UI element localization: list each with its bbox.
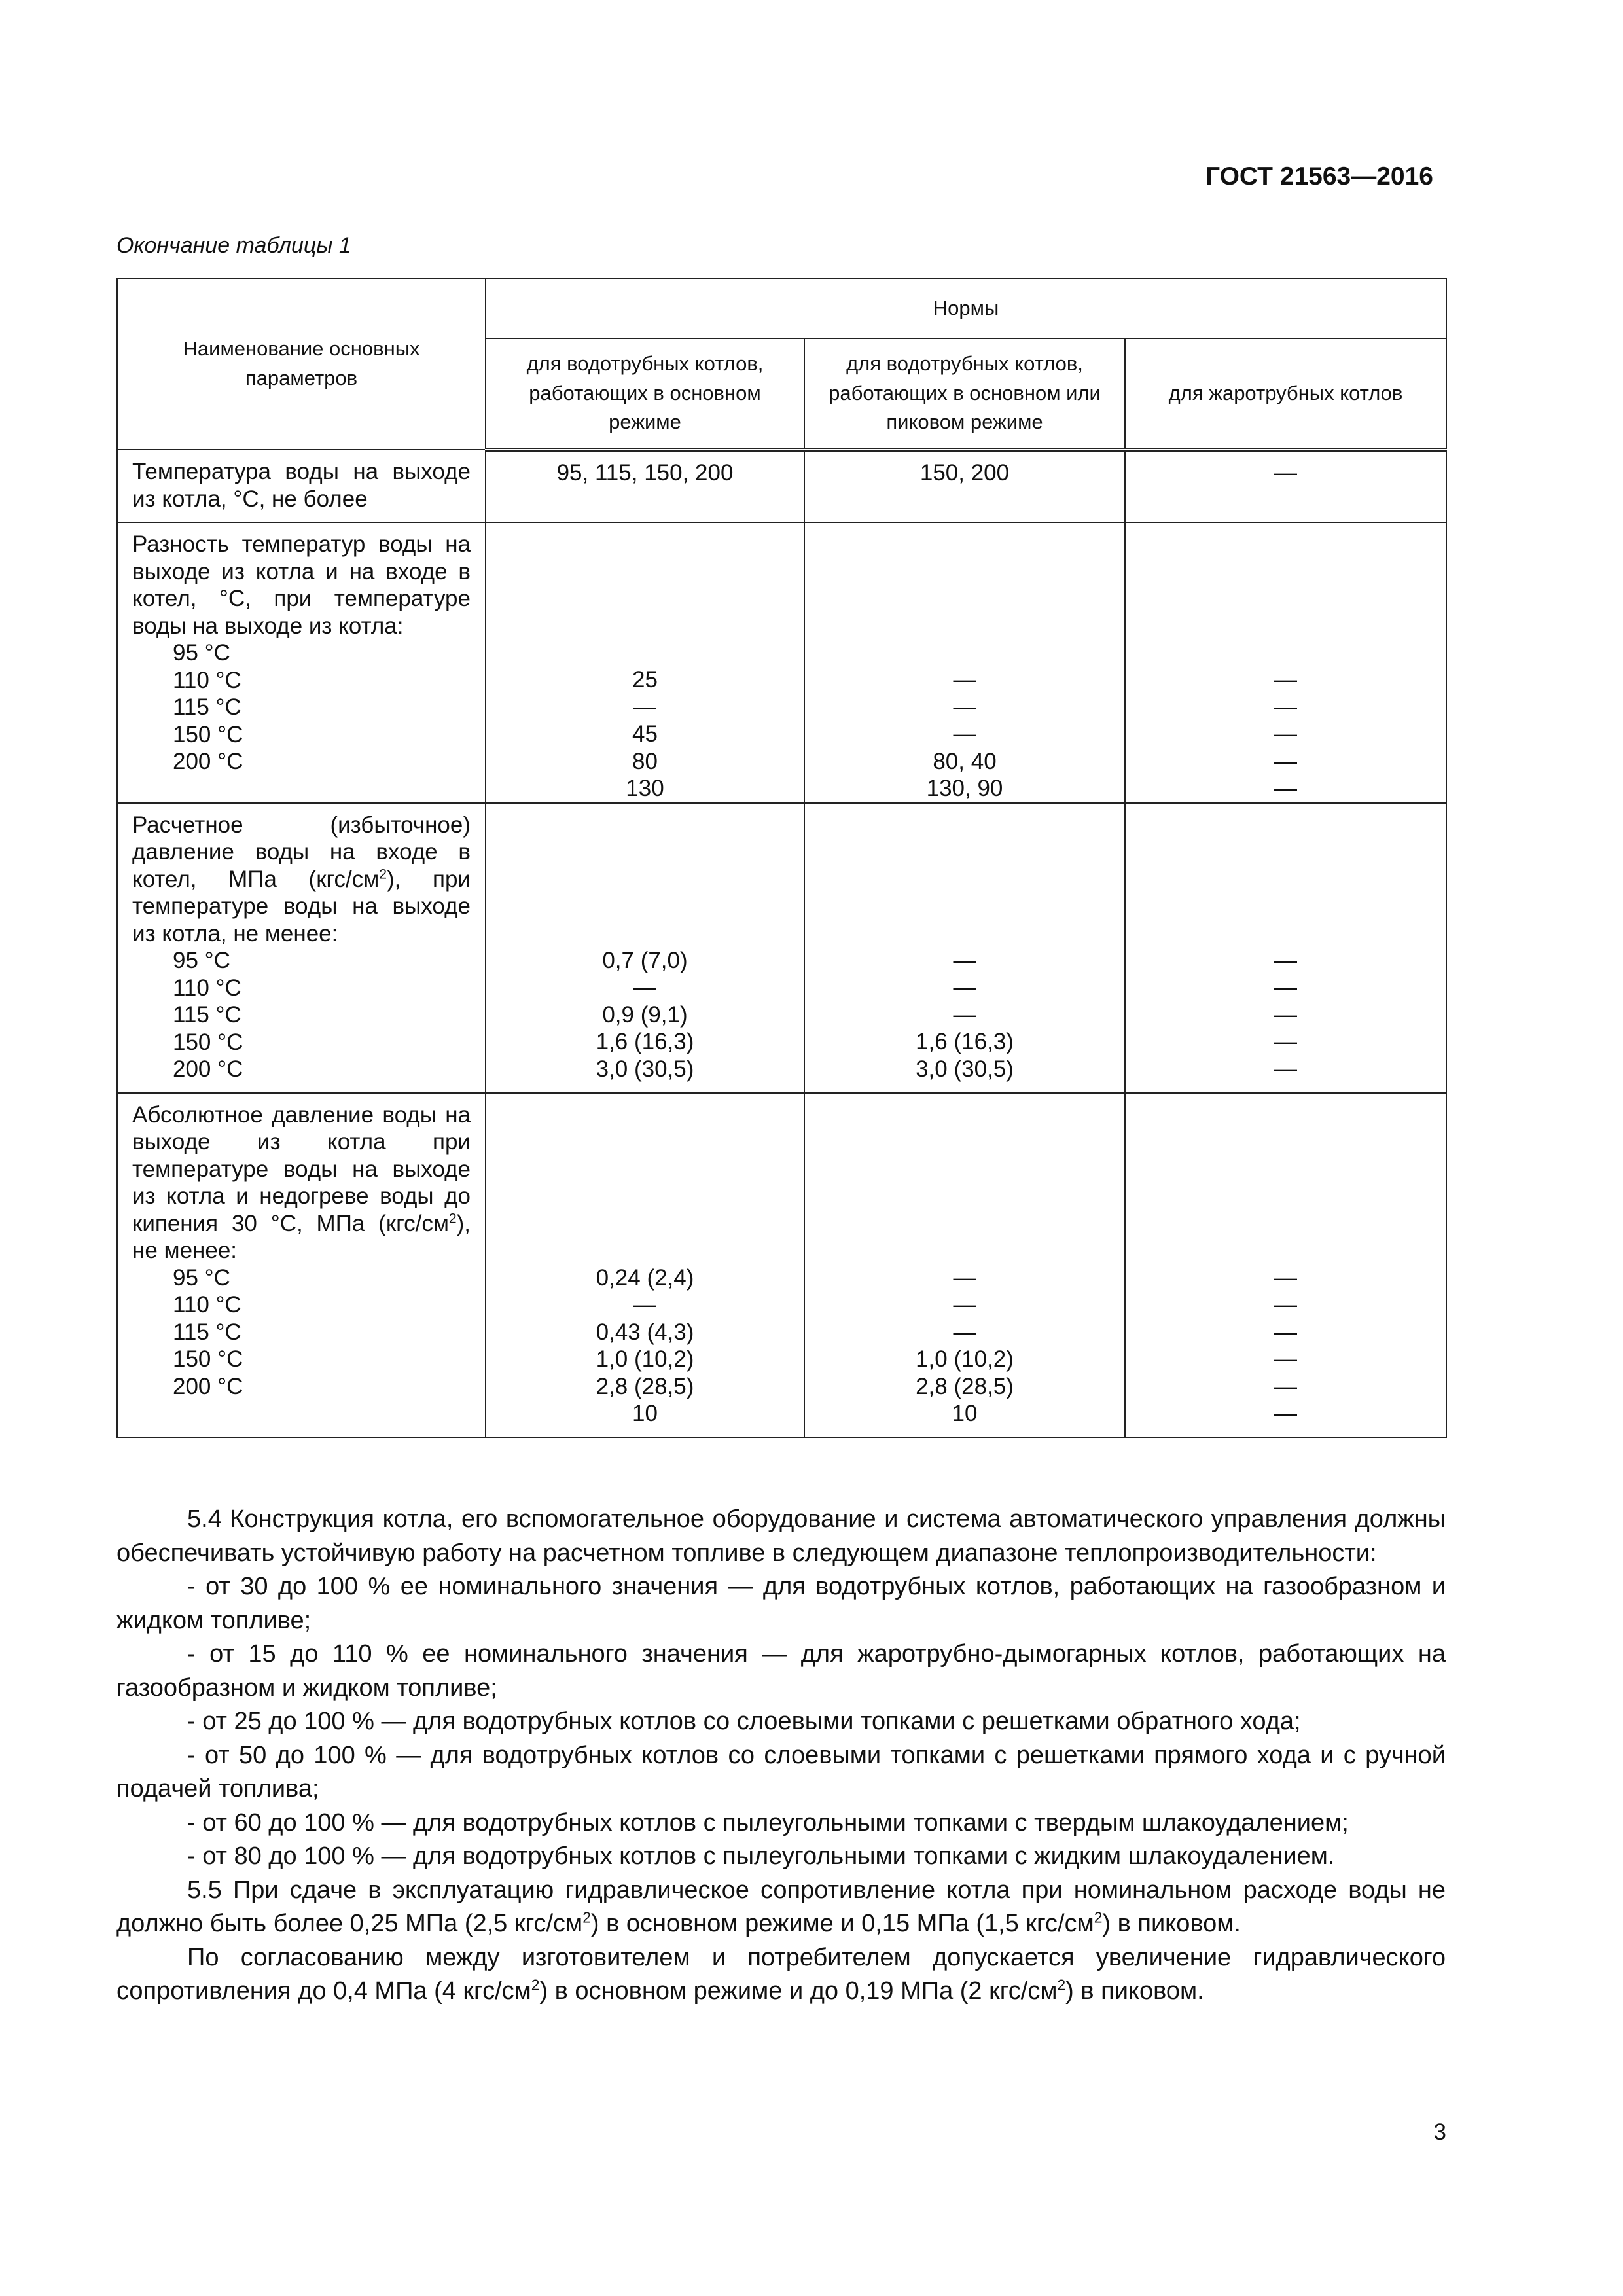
header-parameter-name: Наименование основных параметров bbox=[117, 278, 486, 450]
temperature-label: 95 °С bbox=[173, 640, 230, 666]
temperature-label: 110 °С bbox=[173, 975, 241, 1001]
value: 0,24 (2,4) bbox=[596, 1265, 694, 1291]
value: — bbox=[1274, 776, 1297, 801]
param-name: Абсолютное давление воды на выходе из котла при температуре воды на выходе из котла и недогреве воды до кипения 30 °С, МПа $(кгс/см^2)$, не менее: bbox=[132, 1102, 471, 1263]
table-row bbox=[117, 803, 1446, 1093]
value: 130 bbox=[626, 776, 664, 801]
value: — bbox=[953, 975, 976, 1000]
header-norms: Нормы bbox=[486, 278, 1446, 338]
value: 80, 40 bbox=[933, 748, 997, 774]
value: — bbox=[1274, 721, 1297, 747]
value: 130, 90 bbox=[926, 776, 1003, 801]
value: 3,0 (30,5) bbox=[596, 1056, 694, 1082]
value: 1,0 (10,2) bbox=[916, 1346, 1014, 1372]
value: 1,0 (10,2) bbox=[596, 1346, 694, 1372]
value: 1,6 (16,3) bbox=[596, 1029, 694, 1054]
value: 3,0 (30,5) bbox=[916, 1056, 1014, 1082]
param-name: Температура воды на выходе из котла, °С, не более bbox=[132, 459, 471, 512]
value: — bbox=[953, 1292, 976, 1318]
value-cell: — bbox=[1125, 450, 1446, 522]
value: — bbox=[1274, 748, 1297, 774]
table-caption: Окончание таблицы 1 bbox=[116, 233, 351, 258]
param-name: Разность температур воды на выходе из котла и на входе в котел, °С, при температуре воды на выходе из котла: bbox=[132, 531, 471, 639]
value: — bbox=[633, 975, 656, 1000]
value: — bbox=[953, 667, 976, 692]
value: 2,8 (28,5) bbox=[596, 1373, 694, 1399]
temperature-label: 110 °С bbox=[173, 1292, 241, 1318]
page-number: 3 bbox=[1433, 2119, 1446, 2145]
value: 80 bbox=[632, 748, 658, 774]
temperature-label: 110 °С bbox=[173, 667, 241, 693]
value: — bbox=[1274, 1001, 1297, 1028]
value: — bbox=[1274, 694, 1297, 720]
value: — bbox=[1274, 1346, 1297, 1372]
temperature-label: 95 °С bbox=[173, 1265, 230, 1291]
value: 1,6 (16,3) bbox=[916, 1029, 1014, 1054]
temperature-label: 200 °С bbox=[173, 749, 243, 774]
value-cell: 150, 200 bbox=[804, 450, 1125, 522]
value: 25 bbox=[632, 667, 658, 692]
temperature-label: 95 °С bbox=[173, 948, 230, 973]
parameters-table bbox=[116, 278, 1447, 1438]
temperature-label: 150 °С bbox=[173, 1346, 243, 1372]
value: — bbox=[953, 1001, 976, 1028]
value: — bbox=[1274, 1265, 1297, 1291]
list-item: - от 30 до 100 % ее номинального значения — для водотрубных котлов, работающих на газообразном и жидком топливе; bbox=[116, 1573, 1446, 1634]
value: — bbox=[1274, 947, 1297, 973]
temperature-label: 115 °С bbox=[173, 1002, 241, 1028]
value: — bbox=[953, 1319, 976, 1345]
value: — bbox=[633, 694, 656, 720]
header-col1: для водотрубных котлов, работающих в основном режиме bbox=[486, 338, 804, 450]
value: — bbox=[1274, 1056, 1297, 1082]
value: 10 bbox=[952, 1401, 978, 1426]
temperature-label: 150 °С bbox=[173, 1029, 243, 1055]
value: 10 bbox=[632, 1401, 658, 1426]
body-text bbox=[116, 1503, 1446, 2009]
value: — bbox=[1274, 667, 1297, 692]
value-cell: 95, 115, 150, 200 bbox=[486, 450, 804, 522]
param-name: Расчетное (избыточное) давление воды на входе в котел, МПа $(кгс/см^2)$, при температуре воды на выходе из котла, не менее: bbox=[132, 812, 471, 946]
value: — bbox=[1274, 1401, 1297, 1426]
temperature-label: 200 °С bbox=[173, 1056, 243, 1082]
paragraph-5-4: 5.4 Конструкция котла, его вспомогательное оборудование и система автоматического управления должны обеспечивать устойчивую работу на расчетном топливе в следующем диапазоне теплопроизводительности: bbox=[116, 1505, 1446, 1567]
value: — bbox=[1274, 1319, 1297, 1345]
temperature-label: 115 °С bbox=[173, 1319, 241, 1345]
table-row bbox=[117, 1093, 1446, 1438]
list-item: - от 80 до 100 % — для водотрубных котлов с пылеугольными топками с жидким шлакоудалением. bbox=[187, 1842, 1335, 1870]
value: — bbox=[1274, 1292, 1297, 1318]
paragraph-agreement: По согласованию между изготовителем и потребителем допускается увеличение гидравлического сопротивления до 0,4 МПа (4 кгс/$см^2$) в основном режиме и до 0,19 МПа (2 кгс/$см^2$) в пиковом. bbox=[116, 1943, 1446, 2005]
table-row bbox=[117, 450, 1446, 522]
value: — bbox=[953, 1265, 976, 1291]
list-item: - от 25 до 100 % — для водотрубных котлов со слоевыми топками с решетками обратного хода; bbox=[187, 1708, 1301, 1735]
temperature-label: 115 °С bbox=[173, 694, 241, 720]
value: 45 bbox=[632, 721, 658, 747]
value: — bbox=[953, 947, 976, 973]
list-item: - от 50 до 100 % — для водотрубных котлов со слоевыми топками с решетками прямого хода и с ручной подачей топлива; bbox=[116, 1741, 1446, 1803]
header-col3: для жаротрубных котлов bbox=[1125, 338, 1446, 450]
value: — bbox=[1274, 1373, 1297, 1399]
list-item: - от 15 до 110 % ее номинального значения — для жаротрубно-дымогарных котлов, работающих на газообразном и жидком топливе; bbox=[116, 1640, 1446, 1702]
list-item: - от 60 до 100 % — для водотрубных котлов с пылеугольными топками с твердым шлакоудалением; bbox=[187, 1808, 1349, 1837]
header-col2: для водотрубных котлов, работающих в основном или пиковом режиме bbox=[804, 338, 1125, 450]
temperature-label: 150 °С bbox=[173, 721, 243, 747]
table-row bbox=[117, 522, 1446, 803]
paragraph-5-5: 5.5 При сдаче в эксплуатацию гидравлическое сопротивление котла при номинальном расходе воды не должно быть более 0,25 МПа (2,5 кгс/$см^2$) в основном режиме и 0,15 МПа (1,5 кгс/$см^2$) в пиковом. bbox=[116, 1876, 1446, 1937]
value: 0,7 (7,0) bbox=[602, 947, 688, 973]
value: — bbox=[953, 721, 976, 747]
document-code: ГОСТ 21563—2016 bbox=[1205, 162, 1433, 190]
value: 0,43 (4,3) bbox=[596, 1319, 694, 1345]
temperature-label: 200 °С bbox=[173, 1373, 243, 1399]
value: — bbox=[953, 694, 976, 720]
value: — bbox=[1274, 975, 1297, 1000]
value: 2,8 (28,5) bbox=[916, 1373, 1014, 1399]
value: 0,9 (9,1) bbox=[602, 1001, 688, 1028]
value: — bbox=[1274, 1029, 1297, 1054]
value: — bbox=[633, 1292, 656, 1318]
